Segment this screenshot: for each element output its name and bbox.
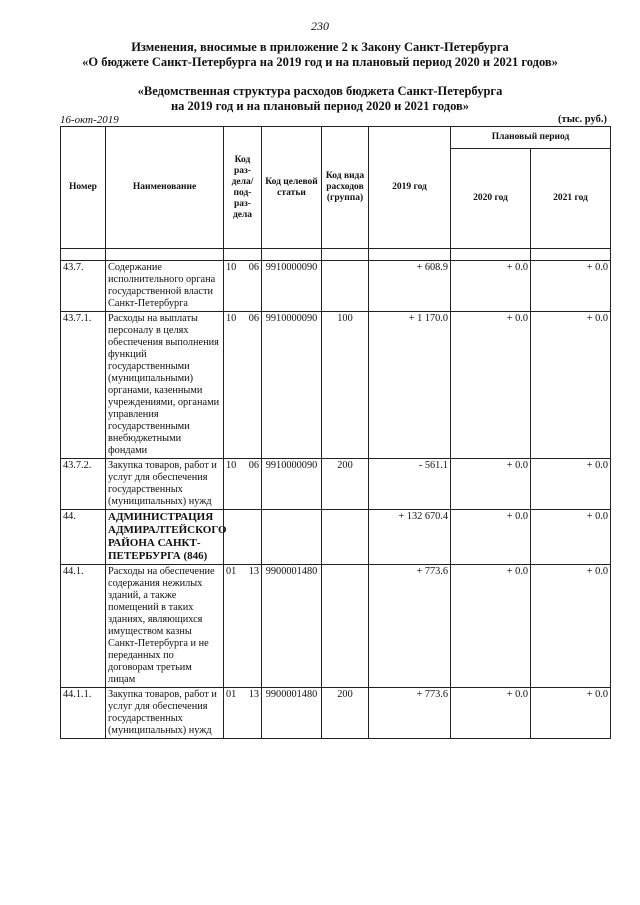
row-amount-2019: + 1 170.0 (369, 312, 451, 459)
row-section-code (224, 688, 262, 739)
subtitle-line-1: «Ведомственная структура расходов бюджета Санкт-Петербурга (137, 84, 503, 98)
row-section: 10 (226, 262, 237, 273)
row-section-code (224, 565, 262, 688)
row-subsection: 06 (248, 262, 259, 273)
row-number: 43.7.1. (61, 312, 106, 459)
row-amount-2021: + 0.0 (531, 565, 611, 688)
header-expense-code: Код вида расходов (группа) (322, 127, 369, 249)
row-target-code (262, 510, 322, 565)
row-target-code: 9910000090 (262, 312, 322, 459)
row-amount-2021: + 0.0 (531, 312, 611, 459)
row-name: Закупка товаров, работ и услуг для обеспечения государственных (муниципальных) нужд (106, 459, 224, 510)
row-number: 43.7. (61, 261, 106, 312)
row-amount-2019: + 608.9 (369, 261, 451, 312)
row-subsection: 06 (248, 313, 259, 324)
date-stamp: 16-окт-2019 (60, 114, 119, 126)
row-target-code: 9910000090 (262, 261, 322, 312)
row-section-code (224, 261, 262, 312)
row-target-code: 9910000090 (262, 459, 322, 510)
header-number: Номер (61, 127, 106, 249)
row-section-code (224, 459, 262, 510)
row-amount-2021: + 0.0 (531, 261, 611, 312)
header-plan-period: Плановый период (451, 127, 611, 149)
row-number: 43.7.2. (61, 459, 106, 510)
row-amount-2020: + 0.0 (451, 510, 531, 565)
row-expense-code (322, 261, 369, 312)
row-amount-2020: + 0.0 (451, 565, 531, 688)
document-title (0, 40, 640, 70)
table-body (61, 261, 611, 739)
row-subsection: 06 (248, 460, 259, 471)
row-section: 10 (226, 313, 237, 324)
row-subsection: 13 (248, 689, 259, 700)
document-subtitle (0, 84, 640, 114)
header-2021: 2021 год (531, 149, 611, 249)
table-row (61, 688, 611, 739)
row-target-code: 9900001480 (262, 565, 322, 688)
row-section-code (224, 312, 262, 459)
units-label: (тыс. руб.) (558, 114, 607, 125)
row-number: 44. (61, 510, 106, 565)
row-name: Закупка товаров, работ и услуг для обеспечения государственных (муниципальных) нужд (106, 688, 224, 739)
header-name: Наименование (106, 127, 224, 249)
row-expense-code (322, 510, 369, 565)
row-expense-code: 100 (322, 312, 369, 459)
row-amount-2021: + 0.0 (531, 688, 611, 739)
title-line-2: «О бюджете Санкт-Петербурга на 2019 год и на плановый период 2020 и 2021 годов» (82, 55, 558, 69)
row-name: Расходы на обеспечение содержания нежилых зданий, а также помещений в таких зданиях, являющихся имуществом казны Санкт-Петербурга и не переданных по договорам третьим лицам (106, 565, 224, 688)
row-section: 01 (226, 689, 237, 700)
table-row (61, 459, 611, 510)
row-number: 44.1.1. (61, 688, 106, 739)
row-target-code: 9900001480 (262, 688, 322, 739)
row-section: 01 (226, 566, 237, 577)
row-amount-2020: + 0.0 (451, 261, 531, 312)
row-name: Содержание исполнительного органа государственной власти Санкт-Петербурга (106, 261, 224, 312)
header-spacer-row (61, 249, 611, 261)
row-amount-2021: + 0.0 (531, 459, 611, 510)
row-amount-2020: + 0.0 (451, 688, 531, 739)
row-amount-2021: + 0.0 (531, 510, 611, 565)
subtitle-line-2: на 2019 год и на плановый период 2020 и 2021 годов» (170, 99, 470, 113)
header-target-code: Код целевой статьи (262, 127, 322, 249)
page-number: 230 (311, 19, 329, 33)
row-number: 44.1. (61, 565, 106, 688)
row-amount-2019: + 773.6 (369, 565, 451, 688)
header-section-code: Код раз-дела/ под-раз-дела (224, 127, 262, 249)
table-row (61, 312, 611, 459)
row-expense-code: 200 (322, 688, 369, 739)
row-amount-2019: + 773.6 (369, 688, 451, 739)
header-2020: 2020 год (451, 149, 531, 249)
title-line-1: Изменения, вносимые в приложение 2 к Закону Санкт-Петербурга (131, 40, 509, 54)
row-amount-2019: - 561.1 (369, 459, 451, 510)
row-section: 10 (226, 460, 237, 471)
row-amount-2019: + 132 670.4 (369, 510, 451, 565)
row-amount-2020: + 0.0 (451, 459, 531, 510)
row-expense-code: 200 (322, 459, 369, 510)
row-amount-2020: + 0.0 (451, 312, 531, 459)
table-row (61, 510, 611, 565)
row-name: АДМИНИСТРАЦИЯ АДМИРАЛТЕЙСКОГО РАЙОНА САНКТ-ПЕТЕРБУРГА (846) (106, 510, 224, 565)
header-2019: 2019 год (369, 127, 451, 249)
table-row (61, 261, 611, 312)
row-section-code (224, 510, 262, 565)
row-expense-code (322, 565, 369, 688)
table-row (61, 565, 611, 688)
table-header-row (61, 127, 611, 149)
budget-table (60, 126, 611, 739)
row-name: Расходы на выплаты персоналу в целях обеспечения выполнения функций государственными (муниципальными) органами, казенными учреждениями, органами управления государственными внебюджетными фондами (106, 312, 224, 459)
row-subsection: 13 (248, 566, 259, 577)
